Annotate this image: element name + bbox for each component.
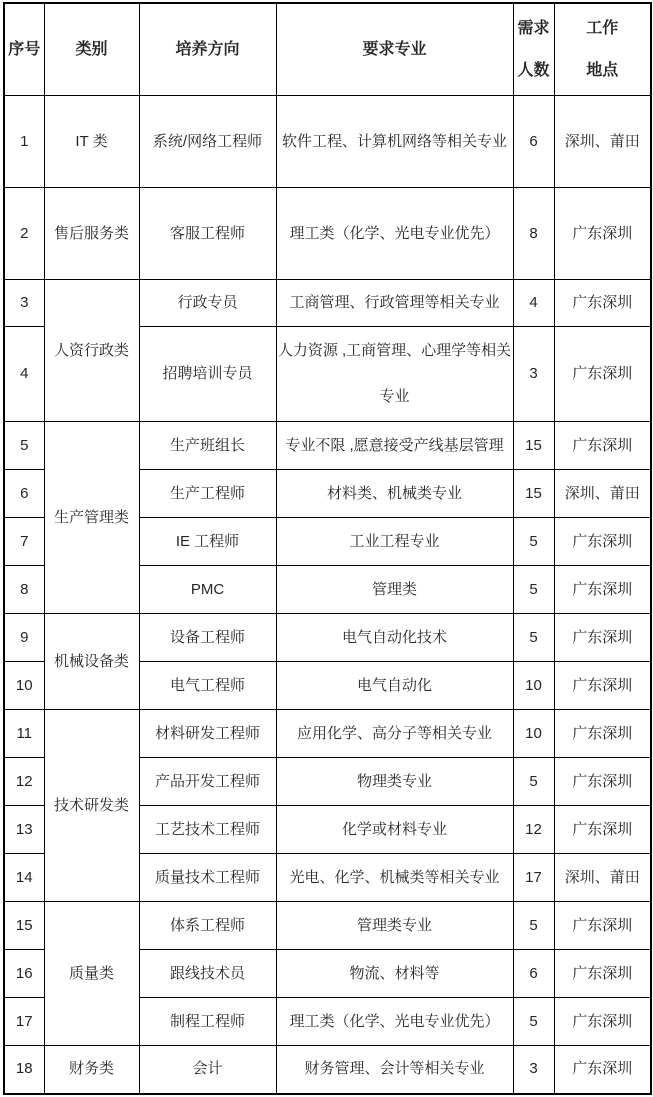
cell-index: 5 bbox=[4, 422, 44, 470]
cell-index: 6 bbox=[4, 470, 44, 518]
cell-location: 广东深圳 bbox=[554, 758, 651, 806]
cell-count: 5 bbox=[513, 518, 554, 566]
cell-major: 工业工程专业 bbox=[276, 518, 513, 566]
cell-direction: 制程工程师 bbox=[139, 998, 276, 1046]
cell-direction: 质量技术工程师 bbox=[139, 854, 276, 902]
cell-major: 理工类（化学、光电专业优先） bbox=[276, 998, 513, 1046]
cell-count: 8 bbox=[513, 188, 554, 280]
cell-direction: 产品开发工程师 bbox=[139, 758, 276, 806]
column-header-count bbox=[513, 3, 554, 96]
table-head bbox=[4, 3, 651, 96]
cell-category: IT 类 bbox=[44, 96, 139, 188]
cell-location: 广东深圳 bbox=[554, 710, 651, 758]
table-head-row bbox=[4, 3, 651, 96]
cell-direction: 生产班组长 bbox=[139, 422, 276, 470]
recruitment-table bbox=[3, 2, 652, 1095]
column-header-text: 类别 bbox=[75, 40, 108, 58]
cell-major: 物流、材料等 bbox=[276, 950, 513, 998]
cell-direction: 招聘培训专员 bbox=[139, 327, 276, 422]
cell-index: 4 bbox=[4, 327, 44, 422]
cell-major: 应用化学、高分子等相关专业 bbox=[276, 710, 513, 758]
cell-index: 1 bbox=[4, 96, 44, 188]
cell-major: 人力资源 ,工商管理、心理学等相关专业 bbox=[276, 327, 513, 422]
cell-location: 深圳、莆田 bbox=[554, 470, 651, 518]
cell-major: 专业不限 ,愿意接受产线基层管理 bbox=[276, 422, 513, 470]
cell-location: 广东深圳 bbox=[554, 998, 651, 1046]
table-row bbox=[4, 280, 651, 327]
cell-direction: 设备工程师 bbox=[139, 614, 276, 662]
cell-major: 电气自动化 bbox=[276, 662, 513, 710]
table-row bbox=[4, 710, 651, 758]
cell-location: 广东深圳 bbox=[554, 806, 651, 854]
cell-location: 广东深圳 bbox=[554, 518, 651, 566]
cell-count: 3 bbox=[513, 1046, 554, 1094]
cell-direction: PMC bbox=[139, 566, 276, 614]
cell-major: 电气自动化技术 bbox=[276, 614, 513, 662]
table-row bbox=[4, 188, 651, 280]
cell-index: 18 bbox=[4, 1046, 44, 1094]
table-row bbox=[4, 96, 651, 188]
cell-count: 12 bbox=[513, 806, 554, 854]
cell-direction: 体系工程师 bbox=[139, 902, 276, 950]
cell-count: 15 bbox=[513, 422, 554, 470]
table-row bbox=[4, 614, 651, 662]
cell-major: 财务管理、会计等相关专业 bbox=[276, 1046, 513, 1094]
cell-location: 广东深圳 bbox=[554, 422, 651, 470]
cell-index: 9 bbox=[4, 614, 44, 662]
cell-major: 软件工程、计算机网络等相关专业 bbox=[276, 96, 513, 188]
cell-index: 3 bbox=[4, 280, 44, 327]
cell-direction: 系统/网络工程师 bbox=[139, 96, 276, 188]
cell-major: 管理类 bbox=[276, 566, 513, 614]
cell-index: 8 bbox=[4, 566, 44, 614]
cell-direction: 生产工程师 bbox=[139, 470, 276, 518]
column-header-text: 工作 bbox=[586, 19, 619, 37]
cell-index: 10 bbox=[4, 662, 44, 710]
column-header-category bbox=[44, 3, 139, 96]
table-body bbox=[4, 96, 651, 1094]
cell-major: 材料类、机械类专业 bbox=[276, 470, 513, 518]
cell-count: 6 bbox=[513, 96, 554, 188]
cell-category: 质量类 bbox=[44, 902, 139, 1046]
cell-location: 广东深圳 bbox=[554, 327, 651, 422]
column-header-text: 要求专业 bbox=[362, 40, 427, 58]
cell-index: 17 bbox=[4, 998, 44, 1046]
cell-count: 5 bbox=[513, 614, 554, 662]
cell-index: 11 bbox=[4, 710, 44, 758]
column-header-text: 需求 bbox=[517, 19, 550, 37]
table-row bbox=[4, 422, 651, 470]
cell-major: 管理类专业 bbox=[276, 902, 513, 950]
cell-location: 广东深圳 bbox=[554, 1046, 651, 1094]
column-header-direction bbox=[139, 3, 276, 96]
cell-location: 广东深圳 bbox=[554, 902, 651, 950]
cell-count: 5 bbox=[513, 566, 554, 614]
cell-major: 工商管理、行政管理等相关专业 bbox=[276, 280, 513, 327]
cell-index: 13 bbox=[4, 806, 44, 854]
cell-count: 10 bbox=[513, 662, 554, 710]
cell-index: 14 bbox=[4, 854, 44, 902]
cell-major: 化学或材料专业 bbox=[276, 806, 513, 854]
cell-count: 4 bbox=[513, 280, 554, 327]
cell-location: 广东深圳 bbox=[554, 950, 651, 998]
cell-category: 售后服务类 bbox=[44, 188, 139, 280]
column-header-major bbox=[276, 3, 513, 96]
cell-direction: 材料研发工程师 bbox=[139, 710, 276, 758]
cell-direction: 电气工程师 bbox=[139, 662, 276, 710]
cell-count: 3 bbox=[513, 327, 554, 422]
cell-major: 理工类（化学、光电专业优先） bbox=[276, 188, 513, 280]
column-header-location bbox=[554, 3, 651, 96]
cell-location: 深圳、莆田 bbox=[554, 854, 651, 902]
cell-index: 12 bbox=[4, 758, 44, 806]
cell-location: 广东深圳 bbox=[554, 188, 651, 280]
cell-location: 深圳、莆田 bbox=[554, 96, 651, 188]
column-header-text: 地点 bbox=[586, 61, 619, 79]
column-header-text: 人数 bbox=[517, 61, 550, 79]
cell-major: 光电、化学、机械类等相关专业 bbox=[276, 854, 513, 902]
cell-direction: 跟线技术员 bbox=[139, 950, 276, 998]
column-header-text: 培养方向 bbox=[175, 40, 240, 58]
cell-direction: 行政专员 bbox=[139, 280, 276, 327]
cell-location: 广东深圳 bbox=[554, 614, 651, 662]
cell-index: 2 bbox=[4, 188, 44, 280]
cell-count: 5 bbox=[513, 902, 554, 950]
cell-count: 6 bbox=[513, 950, 554, 998]
cell-count: 10 bbox=[513, 710, 554, 758]
cell-category: 技术研发类 bbox=[44, 710, 139, 902]
cell-count: 5 bbox=[513, 998, 554, 1046]
cell-location: 广东深圳 bbox=[554, 566, 651, 614]
cell-index: 15 bbox=[4, 902, 44, 950]
cell-direction: 客服工程师 bbox=[139, 188, 276, 280]
cell-direction: 会计 bbox=[139, 1046, 276, 1094]
cell-category: 人资行政类 bbox=[44, 280, 139, 422]
table-row bbox=[4, 902, 651, 950]
column-header-text: 序号 bbox=[8, 40, 41, 58]
cell-major: 物理类专业 bbox=[276, 758, 513, 806]
cell-location: 广东深圳 bbox=[554, 662, 651, 710]
cell-category: 机械设备类 bbox=[44, 614, 139, 710]
cell-category: 财务类 bbox=[44, 1046, 139, 1094]
cell-direction: IE 工程师 bbox=[139, 518, 276, 566]
cell-count: 17 bbox=[513, 854, 554, 902]
cell-count: 5 bbox=[513, 758, 554, 806]
table-row bbox=[4, 1046, 651, 1094]
cell-index: 7 bbox=[4, 518, 44, 566]
cell-count: 15 bbox=[513, 470, 554, 518]
cell-category: 生产管理类 bbox=[44, 422, 139, 614]
cell-location: 广东深圳 bbox=[554, 280, 651, 327]
cell-index: 16 bbox=[4, 950, 44, 998]
cell-direction: 工艺技术工程师 bbox=[139, 806, 276, 854]
column-header-index bbox=[4, 3, 44, 96]
